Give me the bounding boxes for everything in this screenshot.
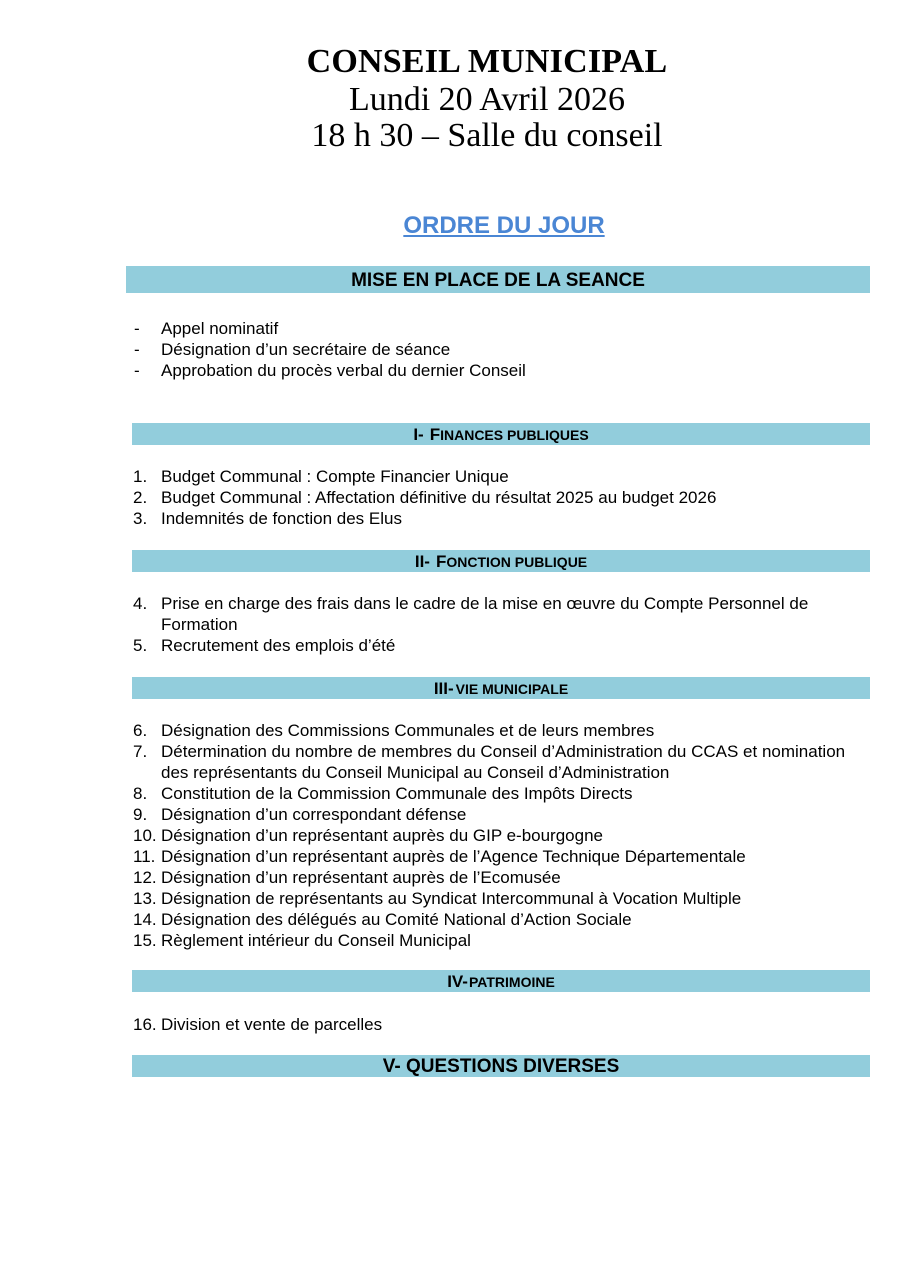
setup-list <box>133 318 853 381</box>
item-number: 6. <box>133 721 148 740</box>
section-title-initial: F <box>435 552 447 571</box>
section-header-setup: MISE EN PLACE DE LA SEANCE <box>126 266 870 293</box>
list-item-text: Désignation des délégués au Comité National d’Action Sociale <box>161 910 632 929</box>
list-item-text: Approbation du procès verbal du dernier Conseil <box>161 361 526 380</box>
list-item <box>133 339 853 360</box>
list-item-text: Désignation des Commissions Communales et de leurs membres <box>161 721 655 740</box>
item-number: 2. <box>133 488 148 507</box>
list-item <box>133 508 853 529</box>
section-number: II- <box>414 552 430 571</box>
section-number: III- <box>433 679 454 698</box>
section-header-questions-diverses: V- QUESTIONS DIVERSES <box>132 1055 870 1077</box>
list-item-text: Détermination du nombre de membres du Conseil d’Administration du CCAS et nomination des représentants du Conseil Municipal au Conseil d’Administration <box>161 742 846 782</box>
list-item <box>133 593 853 635</box>
list-item <box>133 783 853 804</box>
list-item <box>133 487 853 508</box>
list-item <box>133 741 853 783</box>
list-item <box>133 466 853 487</box>
section-title: ONCTION PUBLIQUE <box>446 554 588 570</box>
item-number: 14. <box>133 910 157 929</box>
section-title: INANCES PUBLIQUES <box>440 427 589 443</box>
list-item <box>133 888 853 909</box>
patrimoine-list <box>133 1014 853 1035</box>
meeting-date: Lundi 20 Avril 2026 <box>348 81 626 118</box>
section-header-patrimoine <box>132 970 870 992</box>
list-item-text: Désignation d’un secrétaire de séance <box>161 340 451 359</box>
fonction-publique-list <box>133 593 853 656</box>
list-item <box>133 930 853 951</box>
list-item-text: Prise en charge des frais dans le cadre de la mise en œuvre du Compte Personnel de Formation <box>161 594 809 634</box>
list-item-text: Désignation d’un représentant auprès de l’Agence Technique Départementale <box>161 847 746 866</box>
list-item <box>133 635 853 656</box>
page-title: CONSEIL MUNICIPAL <box>306 43 668 80</box>
section-header-finances <box>132 423 870 445</box>
list-item <box>133 909 853 930</box>
list-item-text: Désignation de représentants au Syndicat Intercommunal à Vocation Multiple <box>161 889 742 908</box>
section-title: PATRIMOINE <box>468 974 555 990</box>
vie-municipale-list <box>133 720 853 951</box>
list-item <box>133 846 853 867</box>
finances-list <box>133 466 853 529</box>
agenda-heading: ORDRE DU JOUR <box>403 212 605 239</box>
list-item <box>133 867 853 888</box>
section-header-fonction-publique <box>132 550 870 572</box>
bullet-dash: - <box>134 340 140 359</box>
item-number: 1. <box>133 467 148 486</box>
list-item <box>133 1014 853 1035</box>
list-item <box>133 318 853 339</box>
bullet-dash: - <box>134 361 140 380</box>
item-number: 4. <box>133 594 148 613</box>
item-number: 12. <box>133 868 157 887</box>
section-title-initial: F <box>429 425 441 444</box>
section-title: VIE MUNICIPALE <box>455 681 569 697</box>
list-item-text: Désignation d’un correspondant défense <box>161 805 467 824</box>
section-header-vie-municipale <box>132 677 870 699</box>
meeting-header <box>74 42 900 154</box>
section-number: I- <box>413 425 424 444</box>
section-number: IV- <box>447 972 468 991</box>
item-number: 16. <box>133 1015 157 1034</box>
item-number: 5. <box>133 636 148 655</box>
list-item <box>133 825 853 846</box>
list-item-text: Budget Communal : Compte Financier Unique <box>161 467 509 486</box>
item-number: 3. <box>133 509 148 528</box>
item-number: 15. <box>133 931 157 950</box>
item-number: 9. <box>133 805 148 824</box>
item-number: 10. <box>133 826 157 845</box>
list-item-text: Désignation d’un représentant auprès de l’Ecomusée <box>161 868 561 887</box>
list-item-text: Règlement intérieur du Conseil Municipal <box>161 931 471 950</box>
list-item-text: Désignation d’un représentant auprès du GIP e-bourgogne <box>161 826 603 845</box>
list-item-text: Recrutement des emplois d’été <box>161 636 396 655</box>
meeting-time-place: 18 h 30 – Salle du conseil <box>311 117 663 154</box>
list-item-text: Appel nominatif <box>161 319 279 338</box>
list-item <box>133 720 853 741</box>
list-item-text: Indemnités de fonction des Elus <box>161 509 402 528</box>
item-number: 8. <box>133 784 148 803</box>
list-item-text: Budget Communal : Affectation définitive du résultat 2025 au budget 2026 <box>161 488 717 507</box>
item-number: 11. <box>133 847 156 866</box>
list-item <box>133 804 853 825</box>
list-item-text: Constitution de la Commission Communale des Impôts Directs <box>161 784 633 803</box>
list-item-text: Division et vente de parcelles <box>161 1015 383 1034</box>
bullet-dash: - <box>134 319 140 338</box>
item-number: 7. <box>133 742 148 761</box>
list-item <box>133 360 853 381</box>
item-number: 13. <box>133 889 157 908</box>
